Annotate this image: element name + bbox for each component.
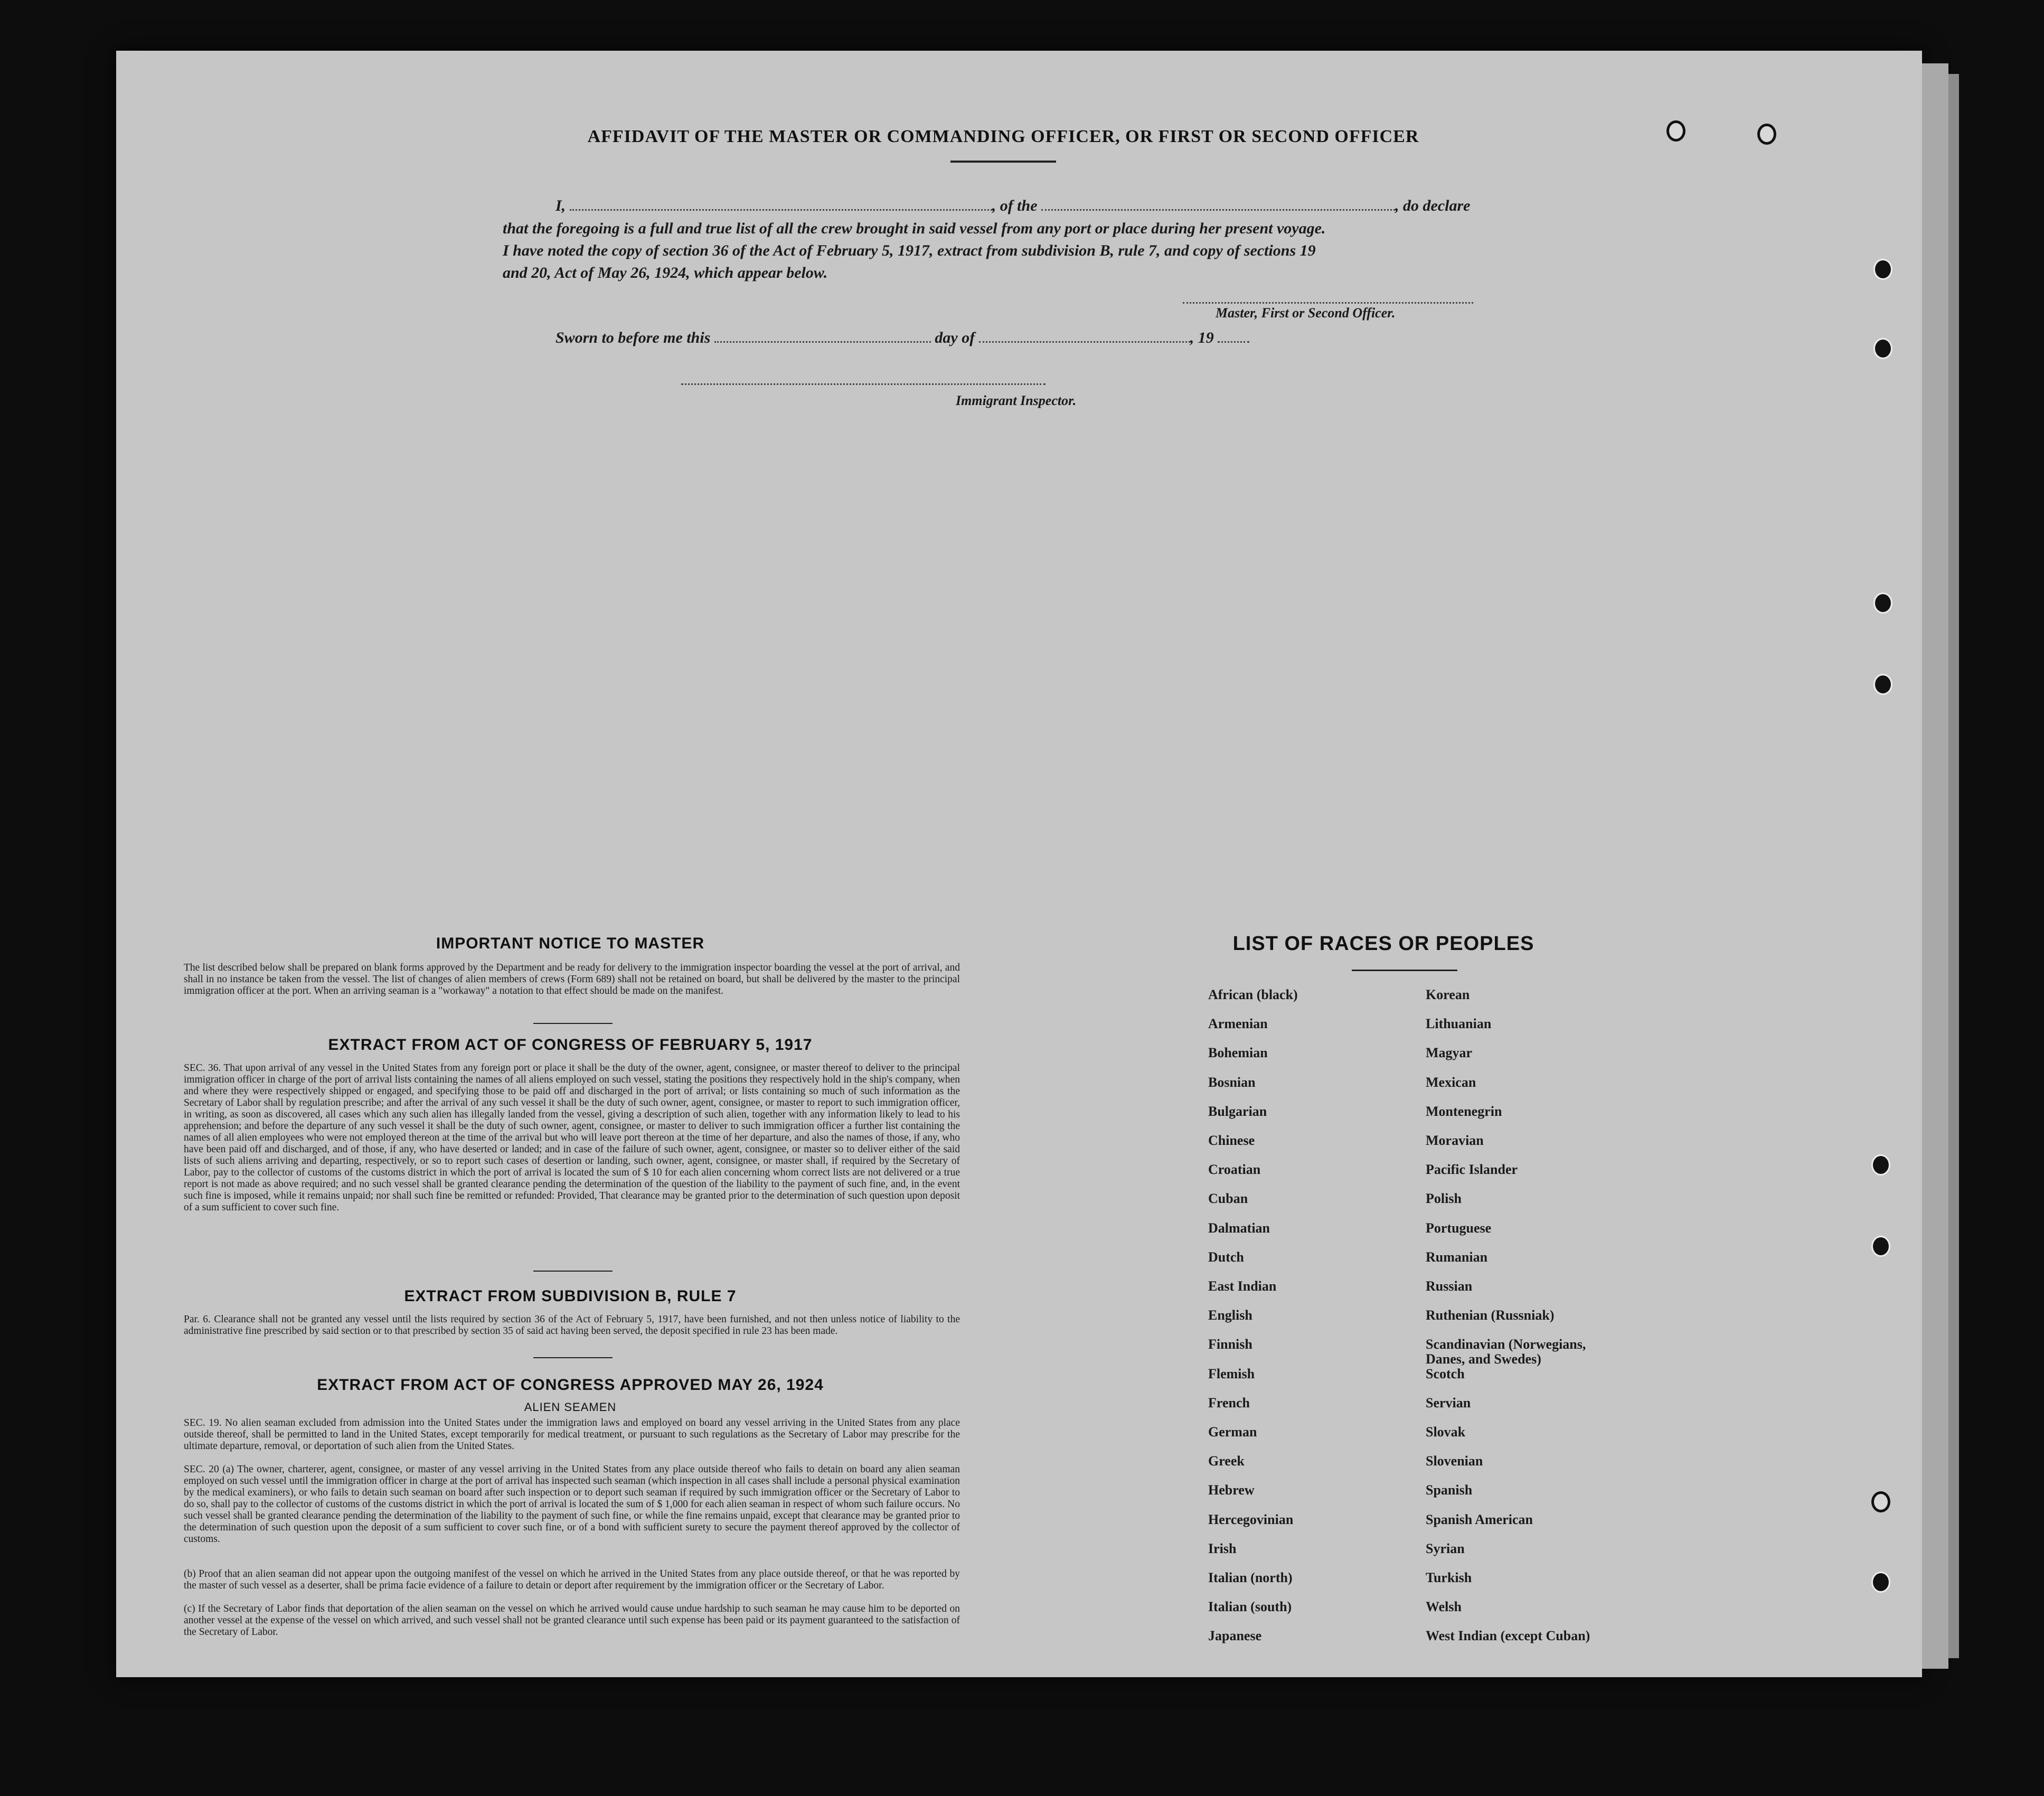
binder-hole-top-2 (1757, 124, 1776, 145)
extract-1924-subtitle: ALIEN SEAMEN (524, 1400, 617, 1414)
affidavit-line-2: that the foregoing is a full and true list of all the crew brought in said vessel from any port or place during her present voyage. (503, 220, 1326, 237)
rule7-title: EXTRACT FROM SUBDIVISION B, RULE 7 (404, 1287, 737, 1305)
affidavit-title-rule (950, 161, 1056, 163)
race-item: Croatian (1208, 1162, 1261, 1178)
binder-hole-2 (1873, 338, 1892, 359)
race-item: Bulgarian (1208, 1103, 1267, 1119)
affidavit-of-the-label: , of the (992, 197, 1038, 214)
race-item: Portuguese (1426, 1220, 1492, 1236)
race-item: Polish (1426, 1191, 1462, 1207)
race-item: Hercegovinian (1208, 1511, 1294, 1527)
name-field[interactable] (570, 196, 992, 211)
affidavit-line-4: and 20, Act of May 26, 1924, which appear below. (503, 264, 828, 281)
race-item: Pacific Islander (1426, 1162, 1518, 1178)
race-item: Spanish American (1426, 1511, 1533, 1527)
binder-hole-7 (1871, 1491, 1890, 1512)
race-item: Ruthenian (Russniak) (1426, 1308, 1555, 1323)
sworn-label: Sworn to before me this (555, 329, 711, 346)
race-item: Korean (1426, 987, 1470, 1002)
race-item: German (1208, 1424, 1257, 1440)
race-item: Scotch (1426, 1366, 1465, 1381)
race-item: Italian (north) (1208, 1570, 1293, 1585)
race-item: Mexican (1426, 1074, 1476, 1090)
extract-1924-sec20b: (b) Proof that an alien seaman did not appear upon the outgoing manifest of the vessel on which he arrived in the United States from any place outside thereof, or that he was reported by the master of such vessel as a deserter, shall be prima facie evidence of a failure to detain or deport after requirement by the immigration officer or the Secretary of Labor. (184, 1568, 960, 1591)
sworn-month-field[interactable] (979, 328, 1190, 343)
race-item: Irish (1208, 1540, 1237, 1556)
race-item: Scandinavian (Norwegians, Danes, and Swedes) (1426, 1337, 1586, 1367)
race-item: Bosnian (1208, 1074, 1256, 1090)
race-item: Spanish (1426, 1482, 1473, 1498)
vessel-field[interactable] (1041, 196, 1395, 211)
race-item: Servian (1426, 1395, 1471, 1411)
extract-1917-title: EXTRACT FROM ACT OF CONGRESS OF FEBRUARY 5, 1917 (328, 1036, 813, 1054)
extract-1917-body: SEC. 36. That upon arrival of any vessel in the United States from any foreign port or place it shall be the duty of the owner, agent, consignee, or master thereof to deliver to the principal immigration officer in charge of the port of arrival lists containing the names of all aliens employed on such vessel, stating the positions they respectively hold in the ship's company, when and where they were respectively shipped or engaged, and specifying those to be paid off and discharged in the port of arrival; or lists containing so much of such information as the Secretary of Labor shall by regulation prescribe; and after the arrival of any such vessel it shall be the duty of such owner, agent, consignee, or master to report to such immigration officer, in writing, as soon as discovered, all cases which any such alien has illegally landed from the vessel, giving a description of such alien, together with any information likely to lead to his apprehension; and before the departure of any such vessel it shall be the duty of such owner, agent, consignee, or master to deliver to such immigration officer a further list containing the names of all alien employees who were not employed thereon at the time of the arrival but who will leave port thereon at the time of her departure, and also the names of those, if any, who have been paid off and discharged, and of those, if any, who have deserted or landed; and in case of the failure of such owner, agent, consignee, or master so to deliver either of the said lists of such aliens arriving and departing, respectively, or so to report such cases of desertion or landing, such owner, agent, consignee, or master shall, if required by the Secretary of Labor, pay to the collector of customs of the customs district in which the port of arrival is located the sum of $ 10 for each alien concerning whom correct lists are not delivered or a true report is not made as above required; and no such vessel shall be granted clearance pending the determination of the question of the liability to the payment of such fine, and, in the event such fine is imposed, while it remains unpaid; nor shall such fine be remitted or refunded: Provided, That clearance may be granted prior to the determination of such question upon deposit of a sum sufficient to cover such fine. (184, 1062, 960, 1213)
race-item: Bohemian (1208, 1045, 1268, 1061)
race-item: Welsh (1426, 1599, 1462, 1615)
race-item: Slovak (1426, 1424, 1466, 1440)
races-title-rule (1352, 970, 1457, 971)
binder-hole-1 (1873, 259, 1892, 280)
race-item: Armenian (1208, 1016, 1268, 1032)
sworn-year-field[interactable] (1218, 328, 1249, 343)
race-item: French (1208, 1395, 1250, 1411)
binder-hole-5 (1871, 1154, 1890, 1176)
race-item: Moravian (1426, 1133, 1484, 1148)
affidavit-declare-label: , do declare (1395, 197, 1471, 214)
affidavit-line-1 (555, 196, 1470, 215)
master-signature-label: Master, First or Second Officer. (1216, 305, 1396, 321)
race-item: Dalmatian (1208, 1220, 1270, 1236)
binder-hole-8 (1871, 1572, 1890, 1593)
race-item: Flemish (1208, 1366, 1255, 1381)
race-item: Japanese (1208, 1628, 1262, 1644)
extract-1924-sec20c: (c) If the Secretary of Labor finds that deportation of the alien seaman on the vessel on which he arrived would cause undue hardship to such seaman he may cause him to be deported on another vessel at the expense of the vessel on which arrived, and such vessel shall not be granted clearance until such expense has been paid or its payment guaranteed to the satisfaction of the Secretary of Labor. (184, 1603, 960, 1638)
race-item: East Indian (1208, 1278, 1277, 1294)
notice-rule (533, 1023, 613, 1024)
race-item: Chinese (1208, 1133, 1255, 1148)
day-of-label: day of (935, 329, 975, 346)
race-item: Slovenian (1426, 1453, 1483, 1469)
race-item: Cuban (1208, 1191, 1248, 1207)
race-item: Italian (south) (1208, 1599, 1292, 1615)
binder-hole-3 (1873, 593, 1892, 614)
binder-hole-4 (1873, 674, 1892, 695)
race-item: Turkish (1426, 1570, 1472, 1585)
race-item: Rumanian (1426, 1249, 1488, 1265)
extract-1924-sec19: SEC. 19. No alien seaman excluded from admission into the United States under the immigration laws and employed on board any vessel arriving in the United States from any place outside thereof, shall be permitted to land in the United States, except temporarily for medical treatment, or pursuant to such regulations as the Secretary of Labor may prescribe for the ultimate departure, removal, or deportation of such alien from the United States. (184, 1417, 960, 1452)
race-item: Finnish (1208, 1337, 1252, 1352)
race-item: Greek (1208, 1453, 1245, 1469)
notice-body: The list described below shall be prepared on blank forms approved by the Department and be ready for delivery to the immigration inspector boarding the vessel at the port of arrival, and shall in no instance be taken from the vessel. The list of changes of alien members of crews (Form 689) shall not be retained on board, but shall be delivered by the master to the principal immigration officer at the port. When an arriving seaman is a "workaway" a notation to that effect should be made on the manifest. (184, 962, 960, 996)
binder-hole-6 (1871, 1236, 1890, 1257)
race-item: English (1208, 1308, 1252, 1323)
race-item: Lithuanian (1426, 1016, 1492, 1032)
races-title: LIST OF RACES OR PEOPLES (1232, 933, 1534, 955)
affidavit-i-label: I, (555, 197, 566, 214)
master-signature-line[interactable] (1183, 302, 1473, 304)
rule7-rule (533, 1357, 613, 1358)
race-item: Syrian (1426, 1540, 1465, 1556)
race-item: Magyar (1426, 1045, 1473, 1061)
page-edge (1922, 63, 1948, 1669)
race-item: West Indian (except Cuban) (1426, 1628, 1590, 1644)
race-item: African (black) (1208, 987, 1298, 1002)
inspector-label: Immigrant Inspector. (956, 393, 1077, 408)
binder-hole-top-1 (1666, 120, 1685, 142)
sworn-line (555, 328, 1249, 347)
notice-title: IMPORTANT NOTICE TO MASTER (436, 935, 705, 952)
extract-1924-sec20a: SEC. 20 (a) The owner, charterer, agent, consignee, or master of any vessel arriving in the United States from any place outside thereof who fails to detain on board any alien seaman employed on such vessel until the immigration officer in charge at the port of arrival has inspected such seaman (which inspection in all cases shall include a personal physical examination by the medical examiners), or who fails to detain such seaman on board after such inspection or to deport such seaman if required by such immigration officer or the Secretary of Labor to do so, shall pay to the collector of customs of the customs district in which the port of arrival is located the sum of $ 1,000 for each alien seaman in respect of whom such failure occurs. No such vessel shall be granted clearance pending the determination of the liability to the payment of such fine, or while the fine remains unpaid, except that clearance may be granted prior to the determination of such question upon the deposit of a sum sufficient to cover such fine, or of a bond with sufficient surety to secure the payment thereof approved by the collector of customs. (184, 1464, 960, 1545)
affidavit-title: AFFIDAVIT OF THE MASTER OR COMMANDING OFFICER, OR FIRST OR SECOND OFFICER (587, 127, 1419, 146)
race-item: Hebrew (1208, 1482, 1255, 1498)
race-item: Russian (1426, 1278, 1473, 1294)
sworn-day-field[interactable] (714, 328, 931, 343)
page-edge-shadow (1948, 74, 1959, 1658)
race-item: Dutch (1208, 1249, 1244, 1265)
race-item: Montenegrin (1426, 1103, 1502, 1119)
year-label: , 19 (1190, 329, 1214, 346)
extract-1924-title: EXTRACT FROM ACT OF CONGRESS APPROVED MAY 26, 1924 (317, 1376, 824, 1394)
rule7-body: Par. 6. Clearance shall not be granted any vessel until the lists required by section 36 of the Act of February 5, 1917, have been furnished, and not then unless notice of liability to the administrative fine prescribed by said section or to that prescribed by section 35 of said act having been served, the deposit specified in rule 23 has been made. (184, 1314, 960, 1337)
affidavit-line-3: I have noted the copy of section 36 of the Act of February 5, 1917, extract from subdivision B, rule 7, and copy of sections 19 (503, 242, 1316, 259)
extract-1917-rule (533, 1271, 613, 1272)
inspector-signature-line[interactable] (681, 383, 1045, 385)
